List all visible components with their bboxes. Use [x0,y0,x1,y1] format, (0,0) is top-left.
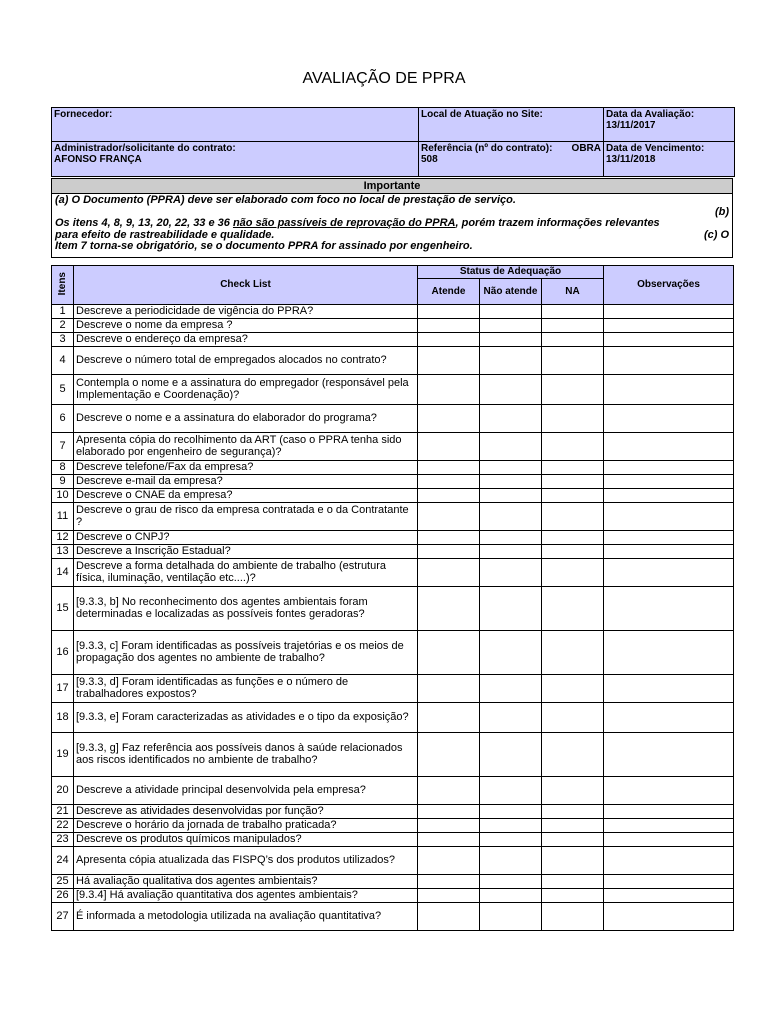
nao-atende-cell[interactable] [480,903,542,931]
table-row [52,347,734,375]
table-row [52,903,734,931]
table-row [52,819,734,833]
nao-atende-cell[interactable] [480,305,542,319]
atende-cell[interactable] [418,475,480,489]
na-cell[interactable] [542,847,604,875]
item-number: 2 [52,319,74,333]
nao-atende-cell[interactable] [480,631,542,675]
nao-atende-cell[interactable] [480,833,542,847]
col-itens-header: Itens [52,266,74,305]
table-row [52,875,734,889]
data-vencimento-value: 13/11/2018 [606,154,656,165]
item-number: 23 [52,833,74,847]
observacoes-cell[interactable] [604,405,734,433]
nao-atende-cell[interactable] [480,545,542,559]
item-number: 8 [52,461,74,475]
na-cell[interactable] [542,675,604,703]
nao-atende-cell[interactable] [480,461,542,475]
nao-atende-cell[interactable] [480,875,542,889]
observacoes-cell[interactable] [604,903,734,931]
item-text: [9.3.3, d] Foram identificadas as funções e o número de trabalhadores expostos? [74,675,418,703]
nao-atende-cell[interactable] [480,889,542,903]
data-avaliacao-cell[interactable] [604,108,735,142]
data-vencimento-label: Data de Vencimento: [606,143,705,154]
atende-cell[interactable] [418,503,480,531]
observacoes-cell[interactable] [604,847,734,875]
important-line-b-pre: Os itens 4, 8, 9, 13, 20, 22, 33 e 36 [55,217,233,229]
item-text: Descreve a atividade principal desenvolvida pela empresa? [74,777,418,805]
table-row [52,503,734,531]
nao-atende-cell[interactable] [480,559,542,587]
atende-cell[interactable] [418,889,480,903]
na-cell[interactable] [542,819,604,833]
referencia-value: OBRA [571,143,601,154]
item-text: [9.3.3, c] Foram identificadas as possíveis trajetórias e os meios de propagação dos agentes no ambiente de trabalho? [74,631,418,675]
col-nao-atende-header: Não atende [480,279,542,305]
table-row [52,777,734,805]
observacoes-cell[interactable] [604,819,734,833]
table-row [52,333,734,347]
atende-cell[interactable] [418,675,480,703]
na-cell[interactable] [542,347,604,375]
atende-cell[interactable] [418,333,480,347]
atende-cell[interactable] [418,531,480,545]
item-text: Descreve o endereço da empresa? [74,333,418,347]
referencia-label: Referência (nº do contrato): [421,143,553,154]
observacoes-cell[interactable] [604,805,734,819]
nao-atende-cell[interactable] [480,703,542,733]
local-atuacao-label: Local de Atuação no Site: [421,109,543,120]
observacoes-cell[interactable] [604,733,734,777]
atende-cell[interactable] [418,703,480,733]
administrador-cell[interactable] [52,142,419,177]
atende-cell[interactable] [418,805,480,819]
col-status-header: Status de Adequação [418,266,604,279]
observacoes-cell[interactable] [604,889,734,903]
referencia-cell[interactable] [419,142,604,177]
nao-atende-cell[interactable] [480,531,542,545]
na-cell[interactable] [542,531,604,545]
important-body [52,194,732,254]
na-cell[interactable] [542,903,604,931]
item-text: Descreve o nome da empresa ? [74,319,418,333]
table-row [52,889,734,903]
atende-cell[interactable] [418,305,480,319]
na-cell[interactable] [542,631,604,675]
na-cell[interactable] [542,503,604,531]
atende-cell[interactable] [418,819,480,833]
item-text: Descreve o nome e a assinatura do elaborador do programa? [74,405,418,433]
observacoes-cell[interactable] [604,833,734,847]
na-cell[interactable] [542,333,604,347]
page-title: AVALIAÇÃO DE PPRA [302,70,466,87]
item-number: 17 [52,675,74,703]
table-row [52,489,734,503]
data-vencimento-cell[interactable] [604,142,735,177]
observacoes-cell[interactable] [604,375,734,405]
fornecedor-label: Fornecedor: [54,109,113,120]
item-number: 27 [52,903,74,931]
observacoes-cell[interactable] [604,333,734,347]
table-row [52,545,734,559]
item-number: 1 [52,305,74,319]
item-number: 7 [52,433,74,461]
item-text: [9.3.3, b] No reconhecimento dos agentes ambientais foram determinadas e localizadas as possíveis fontes geradoras? [74,587,418,631]
observacoes-cell[interactable] [604,631,734,675]
na-cell[interactable] [542,875,604,889]
table-row [52,405,734,433]
atende-cell[interactable] [418,319,480,333]
nao-atende-cell[interactable] [480,587,542,631]
checklist-table [51,265,734,931]
item-text: Descreve as atividades desenvolvidas por função? [74,805,418,819]
na-cell[interactable] [542,889,604,903]
item-number: 24 [52,847,74,875]
table-row [52,559,734,587]
na-cell[interactable] [542,489,604,503]
table-row [52,675,734,703]
na-cell[interactable] [542,703,604,733]
item-number: 22 [52,819,74,833]
atende-cell[interactable] [418,559,480,587]
item-text: Contempla o nome e a assinatura do empregador (responsável pela Implementação e Coordenação)? [74,375,418,405]
item-number: 14 [52,559,74,587]
item-text: [9.3.3, g] Faz referência aos possíveis danos à saúde relacionados aos riscos identificados no ambiente de trabalho? [74,733,418,777]
atende-cell[interactable] [418,903,480,931]
item-text: Descreve o CNPJ? [74,531,418,545]
item-text: Descreve a Inscrição Estadual? [74,545,418,559]
na-cell[interactable] [542,461,604,475]
important-line-b [55,218,729,230]
item-text: Descreve e-mail da empresa? [74,475,418,489]
item-text: Descreve o horário da jornada de trabalho praticada? [74,819,418,833]
item-number: 15 [52,587,74,631]
na-cell[interactable] [542,475,604,489]
atende-cell[interactable] [418,777,480,805]
observacoes-cell[interactable] [604,587,734,631]
na-cell[interactable] [542,545,604,559]
important-line-c: Item 7 torna-se obrigatório, se o documento PPRA for assinado por engenheiro. [55,240,473,252]
item-text: É informada a metodologia utilizada na avaliação quantitativa? [74,903,418,931]
important-header: Importante [52,179,732,194]
na-cell[interactable] [542,433,604,461]
nao-atende-cell[interactable] [480,405,542,433]
item-text: [9.3.3, e] Foram caracterizadas as atividades e o tipo da exposição? [74,703,418,733]
observacoes-cell[interactable] [604,347,734,375]
observacoes-cell[interactable] [604,489,734,503]
col-checklist-header: Check List [74,266,418,305]
col-na-header: NA [542,279,604,305]
col-atende-header: Atende [418,279,480,305]
table-row [52,805,734,819]
observacoes-cell[interactable] [604,461,734,475]
item-text: Descreve a periodicidade de vigência do PPRA? [74,305,418,319]
na-cell[interactable] [542,587,604,631]
item-number: 19 [52,733,74,777]
important-line-b-cont: para efeito de rastreabilidade e qualidade. [55,228,275,241]
table-row [52,461,734,475]
item-text: Há avaliação qualitativa dos agentes ambientais? [74,875,418,889]
na-cell[interactable] [542,777,604,805]
item-number: 6 [52,405,74,433]
atende-cell[interactable] [418,733,480,777]
observacoes-cell[interactable] [604,777,734,805]
table-row [52,631,734,675]
atende-cell[interactable] [418,433,480,461]
item-number: 5 [52,375,74,405]
item-text: Descreve o CNAE da empresa? [74,489,418,503]
nao-atende-cell[interactable] [480,375,542,405]
table-row [52,375,734,405]
na-cell[interactable] [542,375,604,405]
na-cell[interactable] [542,833,604,847]
observacoes-cell[interactable] [604,675,734,703]
item-number: 12 [52,531,74,545]
table-row [52,305,734,319]
nao-atende-cell[interactable] [480,847,542,875]
important-line-b-underlined: não são passíveis de reprovação do PPRA [232,217,456,229]
na-cell[interactable] [542,559,604,587]
item-text: Apresenta cópia atualizada das FISPQ’s dos produtos utilizados? [74,847,418,875]
item-number: 18 [52,703,74,733]
fornecedor-cell[interactable] [52,108,419,142]
nao-atende-cell[interactable] [480,433,542,461]
data-avaliacao-label: Data da Avaliação: [606,109,695,120]
item-text: [9.3.4] Há avaliação quantitativa dos agentes ambientais? [74,889,418,903]
na-cell[interactable] [542,733,604,777]
nao-atende-cell[interactable] [480,503,542,531]
na-cell[interactable] [542,319,604,333]
observacoes-cell[interactable] [604,503,734,531]
observacoes-cell[interactable] [604,305,734,319]
important-marker-c: (c) O [703,228,729,241]
nao-atende-cell[interactable] [480,319,542,333]
nao-atende-cell[interactable] [480,489,542,503]
atende-cell[interactable] [418,405,480,433]
administrador-label: Administrador/solicitante do contrato: [54,143,236,154]
atende-cell[interactable] [418,587,480,631]
nao-atende-cell[interactable] [480,347,542,375]
atende-cell[interactable] [418,545,480,559]
header-info-table [51,107,735,177]
na-cell[interactable] [542,305,604,319]
item-text: Descreve os produtos químicos manipulados? [74,833,418,847]
na-cell[interactable] [542,405,604,433]
atende-cell[interactable] [418,347,480,375]
item-text: Apresenta cópia do recolhimento da ART (caso o PPRA tenha sido elaborado por engenheiro de segurança)? [74,433,418,461]
item-number: 20 [52,777,74,805]
checklist-body [52,305,734,931]
col-observacoes-header: Observações [604,266,734,305]
important-box [51,178,733,258]
item-number: 16 [52,631,74,675]
observacoes-cell[interactable] [604,559,734,587]
important-line-a: (a) O Documento (PPRA) deve ser elaborado com foco no local de prestação de serviço. [55,194,516,206]
table-row [52,733,734,777]
atende-cell[interactable] [418,875,480,889]
item-text: Descreve o grau de risco da empresa contratada e o da Contratante ? [74,503,418,531]
observacoes-cell[interactable] [604,319,734,333]
item-number: 9 [52,475,74,489]
observacoes-cell[interactable] [604,545,734,559]
item-number: 4 [52,347,74,375]
table-row [52,833,734,847]
atende-cell[interactable] [418,631,480,675]
item-number: 25 [52,875,74,889]
administrador-value: AFONSO FRANÇA [54,154,142,165]
table-row [52,587,734,631]
observacoes-cell[interactable] [604,703,734,733]
item-number: 21 [52,805,74,819]
item-text: Descreve telefone/Fax da empresa? [74,461,418,475]
table-row [52,319,734,333]
item-number: 13 [52,545,74,559]
nao-atende-cell[interactable] [480,733,542,777]
observacoes-cell[interactable] [604,531,734,545]
atende-cell[interactable] [418,833,480,847]
item-text: Descreve o número total de empregados alocados no contrato? [74,347,418,375]
atende-cell[interactable] [418,375,480,405]
nao-atende-cell[interactable] [480,805,542,819]
nao-atende-cell[interactable] [480,475,542,489]
nao-atende-cell[interactable] [480,777,542,805]
observacoes-cell[interactable] [604,875,734,889]
item-number: 26 [52,889,74,903]
data-avaliacao-value: 13/11/2017 [606,120,656,131]
local-atuacao-cell[interactable] [419,108,604,142]
item-text: Descreve a forma detalhada do ambiente de trabalho (estrutura física, iluminação, ventilação etc....)? [74,559,418,587]
observacoes-cell[interactable] [604,433,734,461]
nao-atende-cell[interactable] [480,333,542,347]
nao-atende-cell[interactable] [480,675,542,703]
na-cell[interactable] [542,805,604,819]
atende-cell[interactable] [418,461,480,475]
nao-atende-cell[interactable] [480,819,542,833]
important-line-b-post: , porém trazem informações relevantes [455,217,660,229]
table-row [52,703,734,733]
referencia-value-2: 508 [421,154,438,165]
item-number: 3 [52,333,74,347]
table-row [52,847,734,875]
table-row [52,433,734,461]
table-row [52,475,734,489]
table-row [52,531,734,545]
observacoes-cell[interactable] [604,475,734,489]
important-marker-b: (b) [714,205,729,218]
item-number: 10 [52,489,74,503]
atende-cell[interactable] [418,847,480,875]
atende-cell[interactable] [418,489,480,503]
item-number: 11 [52,503,74,531]
